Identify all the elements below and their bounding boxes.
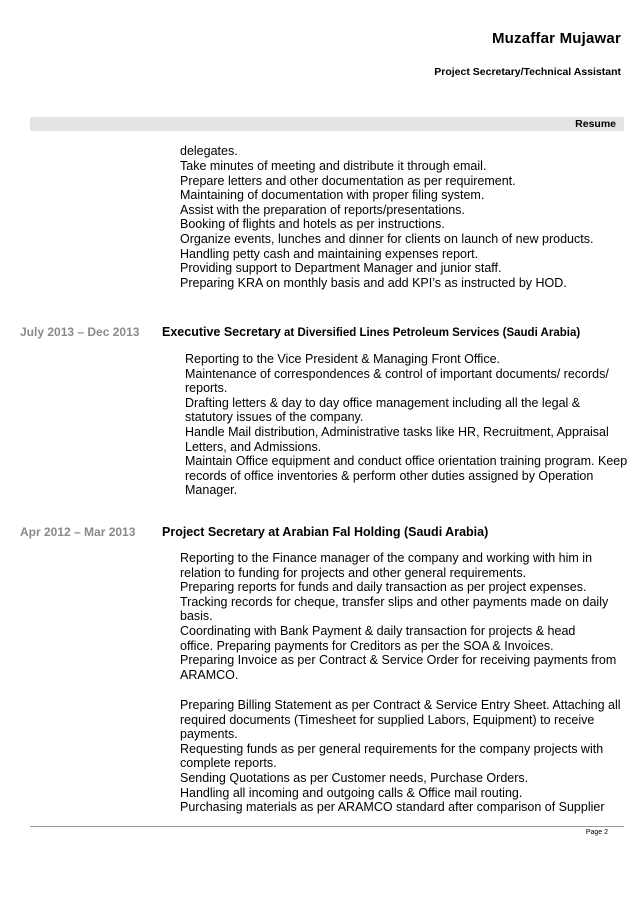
job-date: Apr 2012 – Mar 2013 xyxy=(20,525,136,539)
list-item xyxy=(185,352,630,367)
list-item-text: Preparing Billing Statement as per Contract & Service Entry Sheet. Attaching all required documents (Timesheet for supplied Labors, Equipment) to receive payments. xyxy=(180,698,621,742)
section-label: Resume xyxy=(575,118,616,130)
continued-text xyxy=(180,144,620,159)
list-item-text: Coordinating with Bank Payment & daily transaction for projects & head office. Preparing payments for Creditors as per the SOA & Invoices. xyxy=(180,623,576,653)
continued-duties-list xyxy=(180,159,620,290)
list-item xyxy=(180,174,620,189)
list-item-text: Tracking records for cheque, transfer slips and other payments made on daily basis. xyxy=(180,594,609,624)
continued-first-line: delegates. xyxy=(180,144,238,158)
list-item xyxy=(180,232,620,247)
list-item xyxy=(180,653,620,682)
job-employer: at Diversified Lines Petroleum Services (Saudi Arabia) xyxy=(280,327,581,339)
list-item xyxy=(180,624,605,653)
list-item xyxy=(180,247,555,262)
footer-divider xyxy=(30,826,624,827)
list-item-text: Sending Quotations as per Customer needs, Purchase Orders. xyxy=(180,770,529,785)
list-item xyxy=(180,261,620,276)
list-item-text: Booking of flights and hotels as per instructions. xyxy=(180,217,445,232)
list-item-text: Maintaining of documentation with proper filing system. xyxy=(180,188,485,203)
list-item xyxy=(180,159,620,174)
resume-name: Muzaffar Mujawar xyxy=(491,30,621,47)
list-item-text: Preparing reports for funds and daily transaction as per project expenses. xyxy=(180,580,587,595)
job-duties-list xyxy=(180,551,625,682)
list-item-text: Organize events, lunches and dinner for clients on launch of new products. xyxy=(180,231,594,246)
resume-subtitle: Project Secretary/Technical Assistant xyxy=(434,66,621,78)
list-item xyxy=(185,454,630,498)
list-item-text: Prepare letters and other documentation as per requirement. xyxy=(180,173,516,188)
list-item-text: Reporting to the Finance manager of the company and working with him in relation to funding for projects and other general requirements. xyxy=(180,551,593,580)
page-number: Page 2 xyxy=(585,829,608,836)
list-item-text: Handling petty cash and maintaining expenses report. xyxy=(180,246,479,261)
list-item xyxy=(180,698,625,742)
list-item-text: Maintenance of correspondences & control of important documents/ records/ reports. xyxy=(185,366,609,396)
list-item-text: Handling all incoming and outgoing calls & Office mail routing. xyxy=(180,785,523,800)
job-duties-list xyxy=(185,352,630,498)
list-item xyxy=(180,742,625,771)
list-item-text: Preparing KRA on monthly basis and add KPI’s as instructed by HOD. xyxy=(180,275,567,290)
list-item-text: Reporting to the Vice President & Managing Front Office. xyxy=(185,352,500,366)
list-item xyxy=(180,800,625,815)
job-duties-list-continued xyxy=(180,698,625,815)
list-item-text: Maintain Office equipment and conduct office orientation training program. Keep records of office inventories & perform other duties assigned by Operation Manager. xyxy=(185,454,628,498)
list-item xyxy=(180,188,620,203)
job-role: Executive Secretary xyxy=(162,325,281,339)
list-item-text: Take minutes of meeting and distribute it through email. xyxy=(180,159,487,173)
section-bar xyxy=(30,117,624,131)
list-item xyxy=(180,595,625,624)
list-item-text: Purchasing materials as per ARAMCO standard after comparison of Supplier xyxy=(180,800,605,815)
list-item xyxy=(180,771,625,786)
list-item xyxy=(185,425,630,454)
list-item-text: Preparing Invoice as per Contract & Service Order for receiving payments from ARAMCO. xyxy=(180,653,617,682)
list-item-text: Handle Mail distribution, Administrative tasks like HR, Recruitment, Appraisal Letters, and Admissions. xyxy=(185,424,609,454)
list-item xyxy=(185,396,605,425)
list-item xyxy=(180,551,610,580)
job-title xyxy=(162,325,580,340)
list-item-text: Assist with the preparation of reports/presentations. xyxy=(180,202,465,217)
list-item-text: Providing support to Department Manager and junior staff. xyxy=(180,261,502,276)
list-item xyxy=(185,367,630,396)
list-item xyxy=(180,580,625,595)
list-item xyxy=(180,786,625,801)
list-item-text: Drafting letters & day to day office management including all the legal & statutory issues of the company. xyxy=(185,395,581,425)
job-date: July 2013 – Dec 2013 xyxy=(20,325,140,339)
list-item-text: Requesting funds as per general requirements for the company projects with complete reports. xyxy=(180,741,604,771)
list-item xyxy=(180,276,620,291)
job-title: Project Secretary at Arabian Fal Holding (Saudi Arabia) xyxy=(162,525,489,539)
list-item xyxy=(180,203,620,218)
list-item xyxy=(180,217,620,232)
